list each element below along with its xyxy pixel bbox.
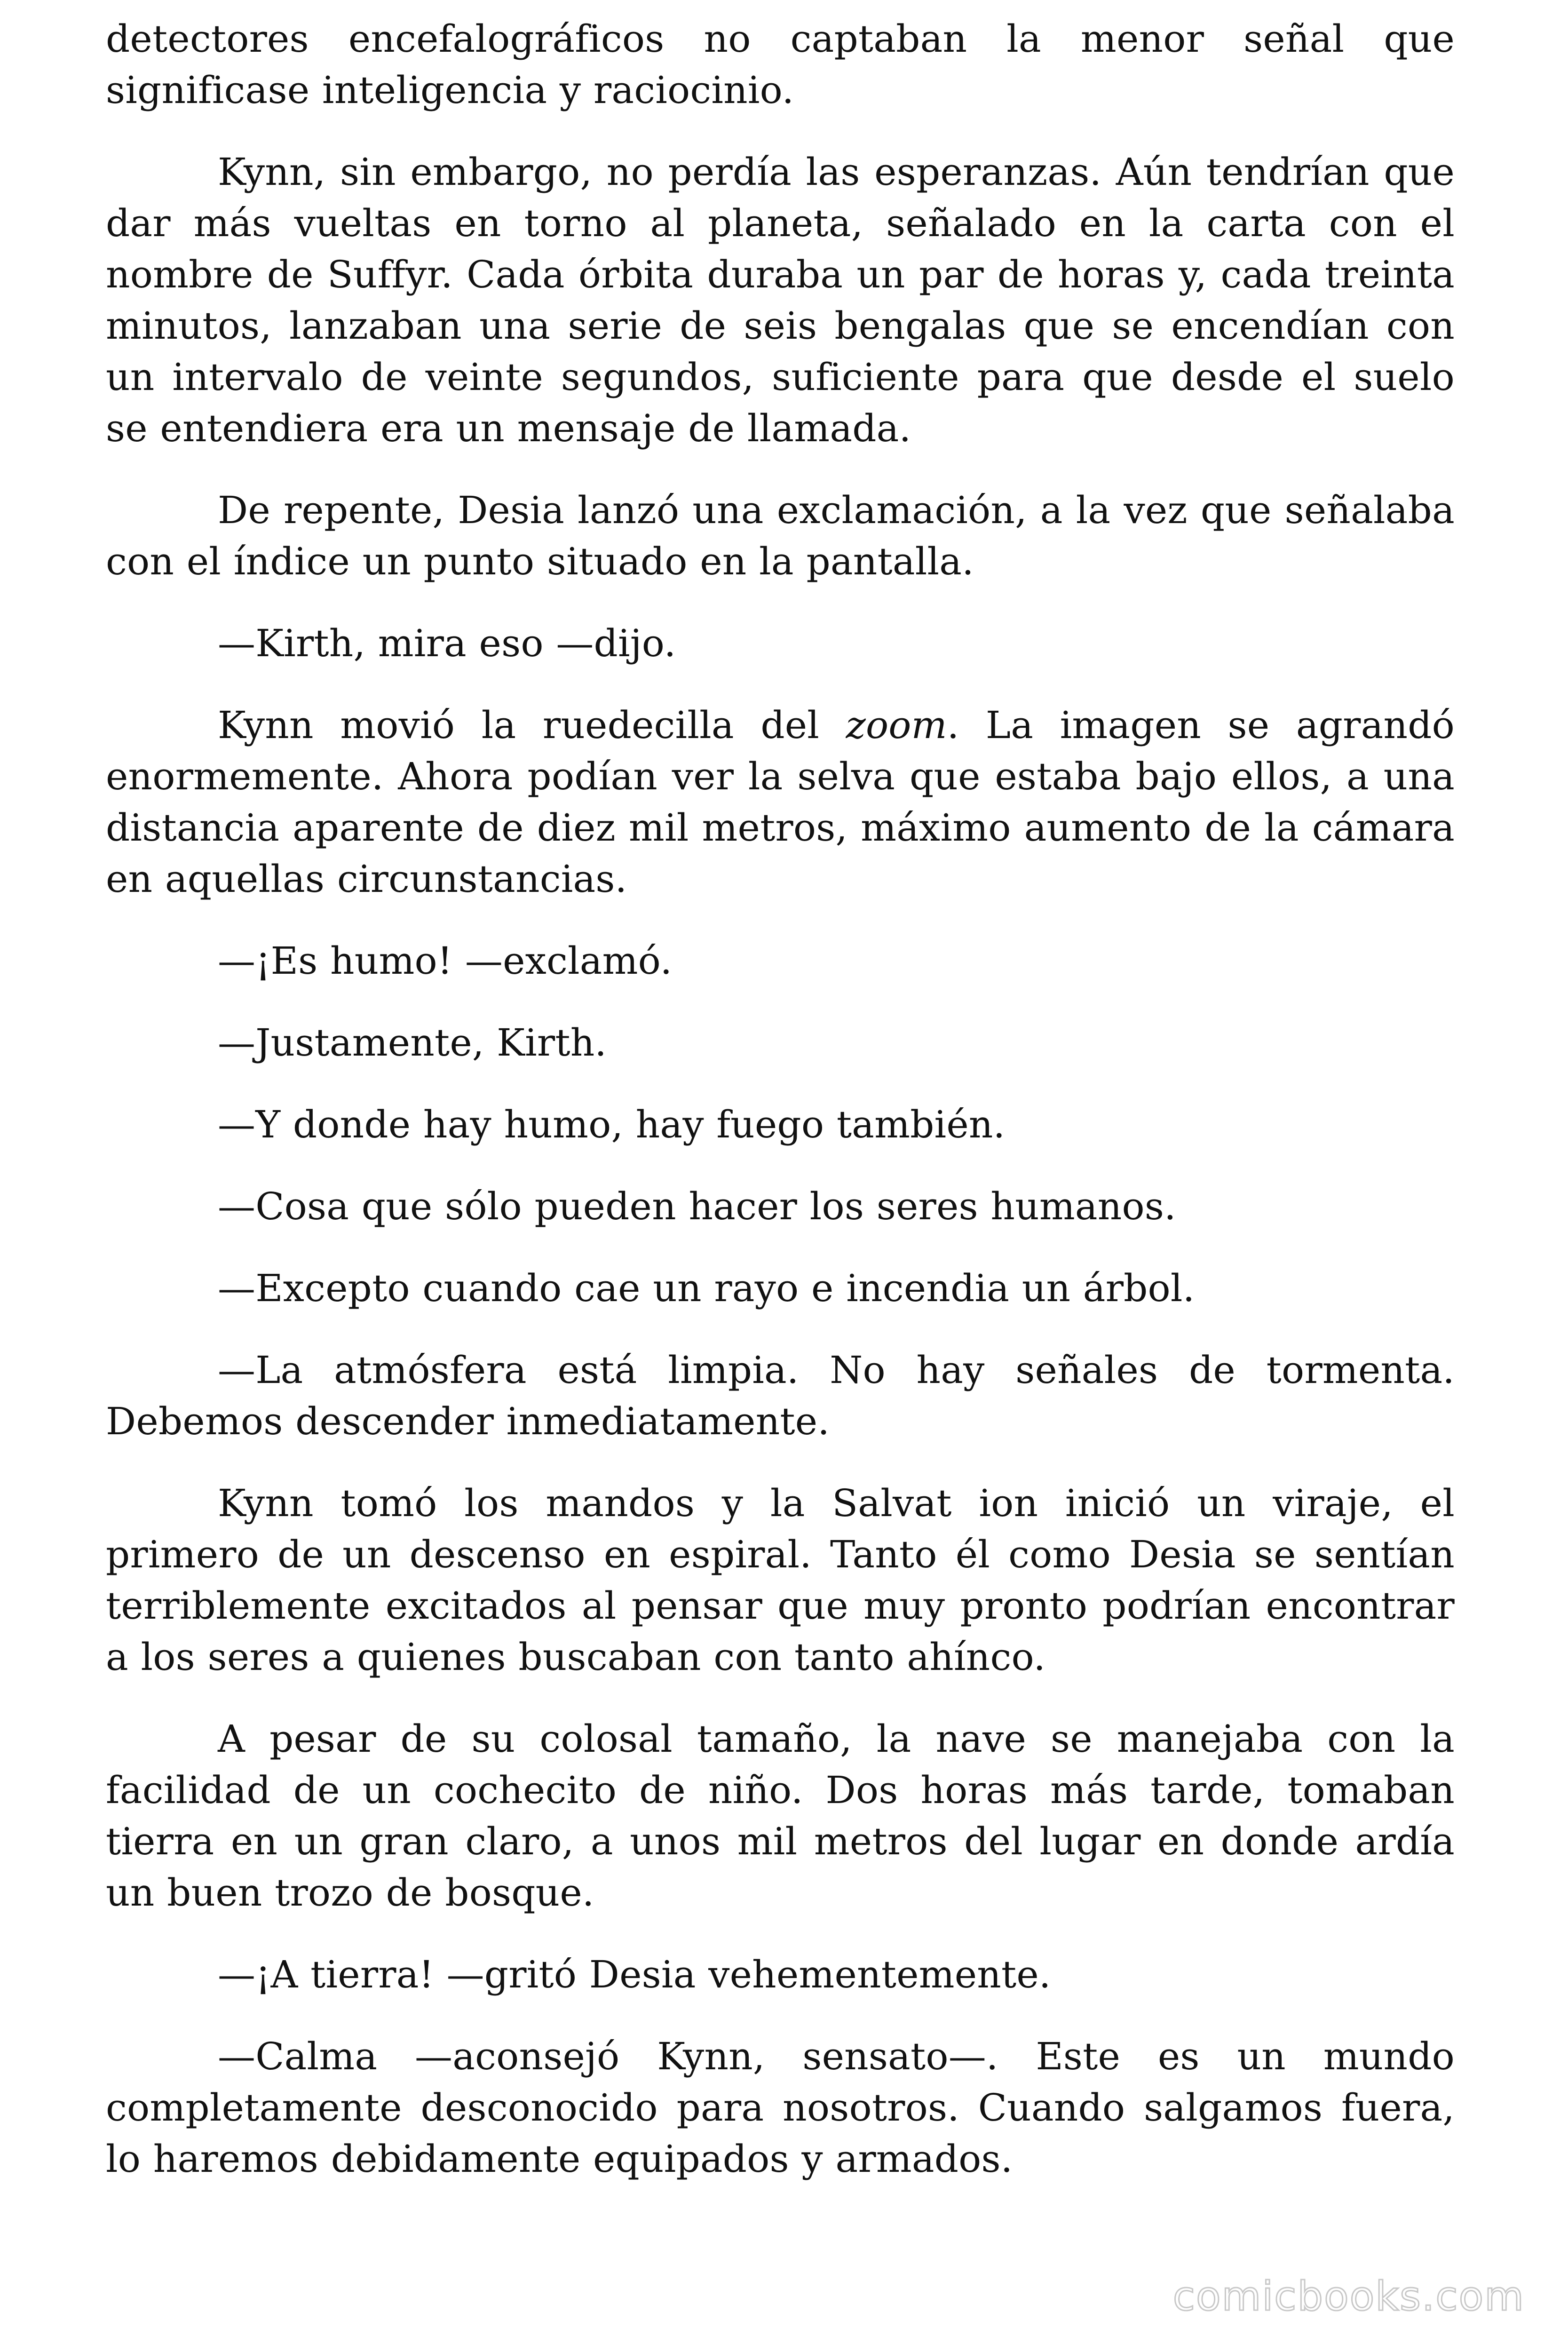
paragraph-4-dialogue: —Kirth, mira eso —dijo. <box>218 621 676 665</box>
paragraph-5 <box>106 699 1455 905</box>
paragraph-12: Kynn tomó los mandos y la Salvat ion inició un viraje, el primero de un descenso en espiral. Tanto él como Desia se sentían terriblemente excitados al pensar que muy pronto podrían encontrar a los seres a quienes buscaban con tanto ahínco. <box>106 1481 1455 1679</box>
paragraph-14-dialogue: —¡A tierra! —gritó Desia vehementemente. <box>218 1953 1051 1996</box>
paragraph-5-italic-word: zoom <box>846 703 947 747</box>
paragraph-3: De repente, Desia lanzó una exclamación, a la vez que señalaba con el índice un punto situado en la pantalla. <box>106 488 1455 583</box>
paragraph-15-dialogue: —Calma —aconsejó Kynn, sensato—. Este es un mundo completamente desconocido para nosotros. Cuando salgamos fuera, lo haremos debidamente equipados y armados. <box>106 2034 1455 2181</box>
paragraph-8-dialogue: —Y donde hay humo, hay fuego también. <box>218 1103 1006 1146</box>
watermark: comicbooks.com <box>1172 2273 1525 2320</box>
paragraph-5-end: . La imagen se agrandó enormemente. Ahora podían ver la selva que estaba bajo ellos, a una distancia aparente de diez mil metros, máximo aumento de la cámara en aquellas circunstancias. <box>106 703 1455 901</box>
paragraph-13: A pesar de su colosal tamaño, la nave se manejaba con la facilidad de un cochecito de niño. Dos horas más tarde, tomaban tierra en un gran claro, a unos mil metros del lugar en donde ardía un buen trozo de bosque. <box>106 1717 1455 1915</box>
paragraph-11-dialogue: —La atmósfera está limpia. No hay señales de tormenta. Debemos descender inmediatamente. <box>106 1348 1455 1443</box>
paragraph-6-dialogue: —¡Es humo! —exclamó. <box>218 939 673 983</box>
paragraph-5-start: Kynn movió la ruedecilla del <box>218 703 846 747</box>
book-page-text <box>106 13 1455 2215</box>
paragraph-2: Kynn, sin embargo, no perdía las esperanzas. Aún tendrían que dar más vueltas en torno al planeta, señalado en la carta con el nombre de Suffyr. Cada órbita duraba un par de horas y, cada treinta minutos, lanzaban una serie de seis bengalas que se encendían con un intervalo de veinte segundos, suficiente para que desde el suelo se entendiera era un mensaje de llamada. <box>106 150 1455 450</box>
paragraph-9-dialogue: —Cosa que sólo pueden hacer los seres humanos. <box>218 1184 1176 1228</box>
paragraph-7-dialogue: —Justamente, Kirth. <box>218 1021 607 1065</box>
paragraph-1: detectores encefalográficos no captaban la menor señal que significase inteligencia y raciocinio. <box>106 17 1455 112</box>
paragraph-10-dialogue: —Excepto cuando cae un rayo e incendia un árbol. <box>218 1266 1195 1310</box>
